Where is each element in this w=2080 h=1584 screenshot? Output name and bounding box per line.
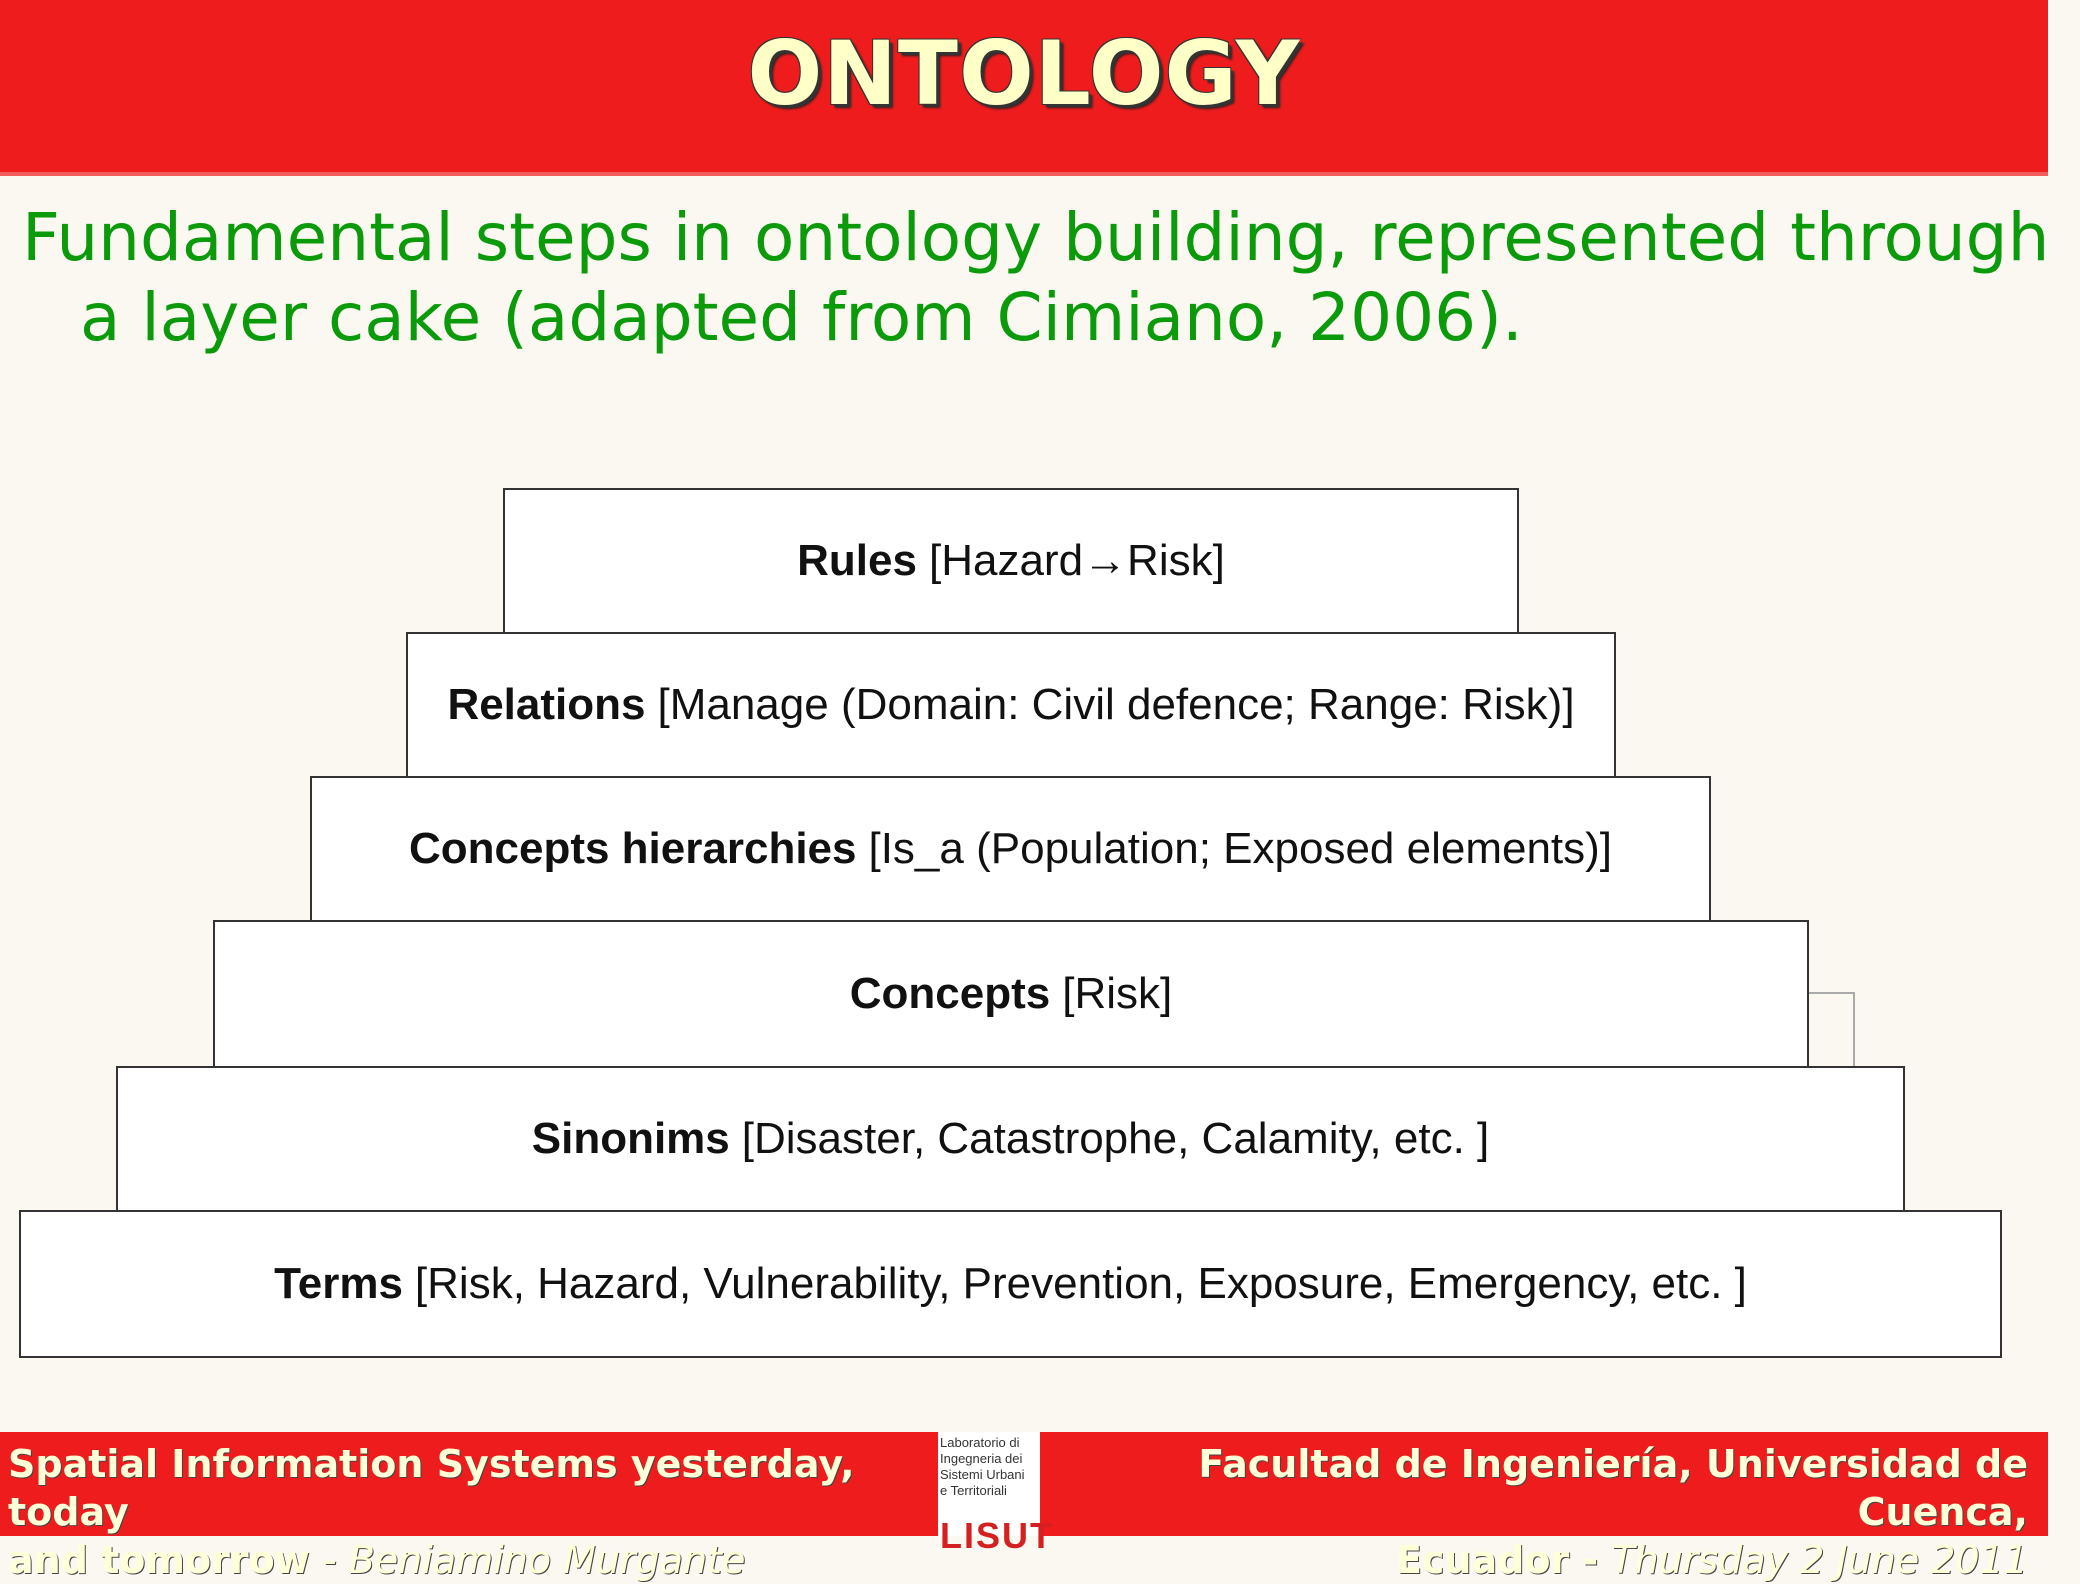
layer-sinonims-detail: [Disaster, Catastrophe, Calamity, etc. ] [741,1114,1490,1163]
footer-course-line1: Spatial Information Systems yesterday, today [8,1442,855,1534]
footer-venue-country: Ecuador - [1395,1538,1599,1582]
layer-sinonims [116,1066,1905,1212]
layer-relations-detail: [Manage (Domain: Civil defence; Range: Risk)] [657,680,1575,729]
layer-rules-name: Rules [797,536,917,585]
layer-concepts-hierarchies-detail: [Is_a (Population; Exposed elements)] [868,824,1613,873]
layer-terms-detail: [Risk, Hazard, Vulnerability, Prevention, Exposure, Emergency, etc. ] [414,1259,1747,1308]
footer-date: Thursday 2 June 2011 [1611,1538,2028,1582]
footer-course-line2-text: and tomorrow [8,1538,310,1582]
logo-text-3: Sistemi Urbani [940,1467,1025,1482]
logo-text-4: e Territoriali [940,1483,1007,1498]
layer-concepts-detail: [Risk] [1062,969,1173,1018]
layer-connector-line [1807,992,1855,1068]
layer-relations-name: Relations [447,680,646,729]
slide-title: ONTOLOGY [747,22,1301,125]
footer-author: - Beniamino Murgante [323,1538,746,1582]
layer-concepts-hierarchies [310,776,1711,922]
slide-subtitle: Fundamental steps in ontology building, represented through a layer cake (adapted from Cimiano, 2006). [22,199,2050,356]
logo-mark: LISUT [940,1515,1054,1556]
footer-course-line2 [8,1536,938,1584]
logo-text-2: Ingegneria dei [940,1451,1023,1466]
layer-relations [406,632,1616,778]
footer-right [1068,1440,2028,1584]
layer-concepts-name: Concepts [849,969,1051,1018]
layer-concepts-hierarchies-name: Concepts hierarchies [408,824,857,873]
layer-rules [503,488,1519,634]
layer-terms-name: Terms [274,1259,403,1308]
layer-sinonims-name: Sinonims [531,1114,730,1163]
logo-text-1: Laboratorio di [940,1435,1020,1450]
lisut-logo [938,1432,1054,1556]
footer-left [8,1440,938,1584]
layer-terms [19,1210,2002,1358]
footer-venue-line1: Facultad de Ingeniería, Universidad de Cuenca, [1198,1442,2028,1534]
layer-rules-detail: [Hazard→Risk] [928,536,1225,585]
footer-venue-line2 [1068,1536,2028,1584]
layer-concepts [213,920,1809,1068]
